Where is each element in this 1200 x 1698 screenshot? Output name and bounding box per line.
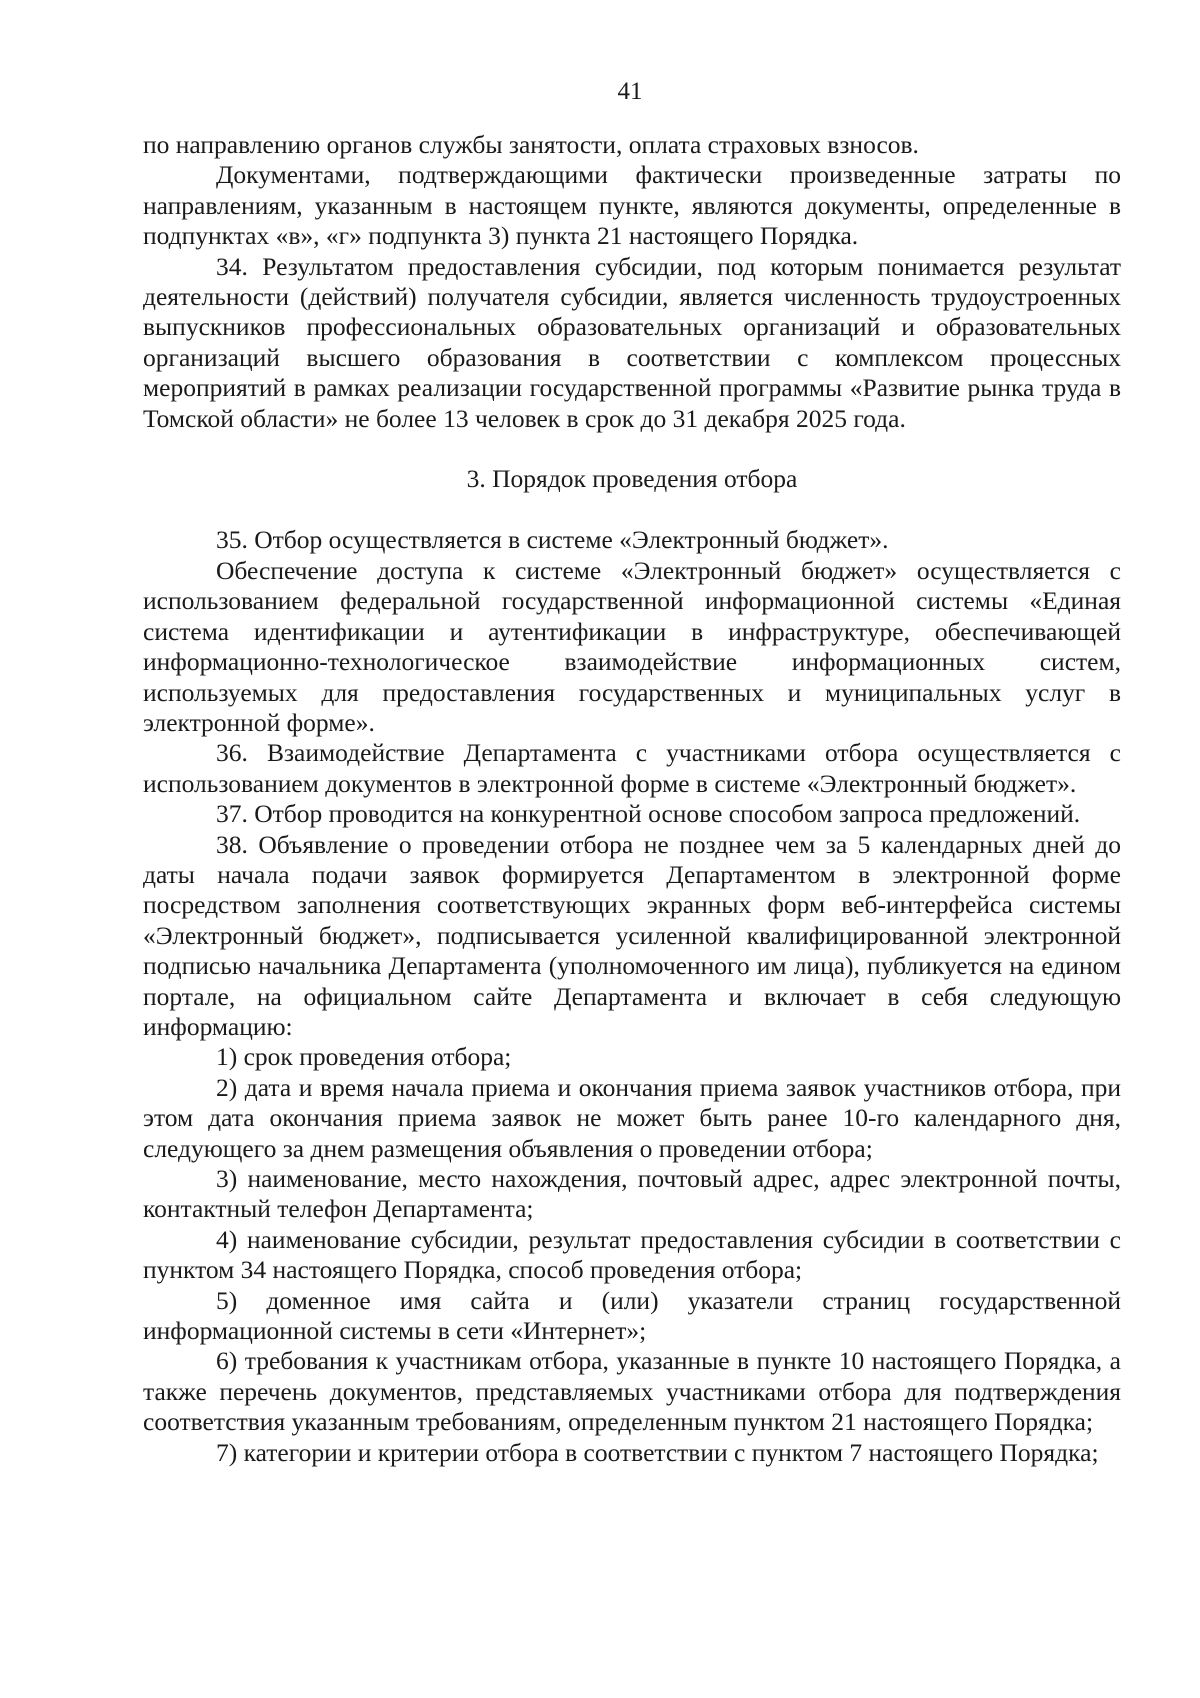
paragraph: 3) наименование, место нахождения, почтовый адрес, адрес электронной почты, контактный телефон Департамента; (143, 1164, 1121, 1224)
paragraphs-before-heading (143, 130, 1121, 434)
page-number: 41 (617, 78, 643, 105)
section-heading: 3. Порядок проведения отбора (466, 464, 798, 494)
paragraph: 37. Отбор проводится на конкурентной основе способом запроса предложений. (216, 799, 1081, 829)
paragraph: 1) срок проведения отбора; (216, 1042, 512, 1072)
paragraph: по направлению органов службы занятости, оплата страховых взносов. (143, 130, 919, 159)
paragraph: 2) дата и время начала приема и окончания приема заявок участников отбора, при этом дата окончания приема заявок не может быть ранее 10-го календарного дня, следующего за днем размещения объявления о проведении отбора; (143, 1072, 1121, 1163)
paragraph: 34. Результатом предоставления субсидии, под которым понимается результат деятельности (действий) получателя субсидии, является численность трудоустроенных выпускников профессиональных образовательных организаций и образовательных организаций высшего образования в соответствии с комплексом процессных мероприятий в рамках реализации государственной программы «Развитие рынка труда в Томской области» не более 13 человек в срок до 31 декабря 2025 года. (143, 251, 1121, 433)
document-body (143, 130, 1121, 1468)
paragraph: 35. Отбор осуществляется в системе «Электронный бюджет». (216, 525, 889, 555)
paragraph: 6) требования к участникам отбора, указанные в пункте 10 настоящего Порядка, а также перечень документов, представляемых участниками отбора для подтверждения соответствия указанным требованиям, определенным пунктом 21 настоящего Порядка; (143, 1346, 1121, 1437)
paragraph: 36. Взаимодействие Департамента с участниками отбора осуществляется с использованием документов в электронной форме в системе «Электронный бюджет». (143, 738, 1121, 798)
paragraph: Документами, подтверждающими фактически произведенные затраты по направлениям, указанным в настоящем пункте, являются документы, определенные в подпунктах «в», «г» подпункта 3) пункта 21 настоящего Порядка. (143, 160, 1121, 251)
paragraph: 5) доменное имя сайта и (или) указатели страниц государственной информационной системы в сети «Интернет»; (143, 1285, 1121, 1346)
paragraph: Обеспечение доступа к системе «Электронный бюджет» осуществляется с использованием федеральной государственной информационной системы «Единая система идентификации и аутентификации в инфраструктуре, обеспечивающей информационно-технологическое взаимодействие информационных систем, используемых для предоставления государственных и муниципальных услуг в электронной форме». (143, 555, 1121, 737)
paragraph: 4) наименование субсидии, результат предоставления субсидии в соответствии с пунктом 34 настоящего Порядка, способ проведения отбора; (143, 1224, 1121, 1285)
paragraphs-after-heading (143, 525, 1121, 1468)
paragraph: 7) категории и критерии отбора в соответствии с пунктом 7 настоящего Порядка; (216, 1437, 1099, 1467)
paragraph: 38. Объявление о проведении отбора не позднее чем за 5 календарных дней до даты начала подачи заявок формируется Департаментом в электронной форме посредством заполнения соответствующих экранных форм веб-интерфейса системы «Электронный бюджет», подписывается усиленной квалифицированной электронной подписью начальника Департамента (уполномоченного им лица), публикуется на едином портале, на официальном сайте Департамента и включает в себя следующую информацию: (143, 829, 1121, 1041)
